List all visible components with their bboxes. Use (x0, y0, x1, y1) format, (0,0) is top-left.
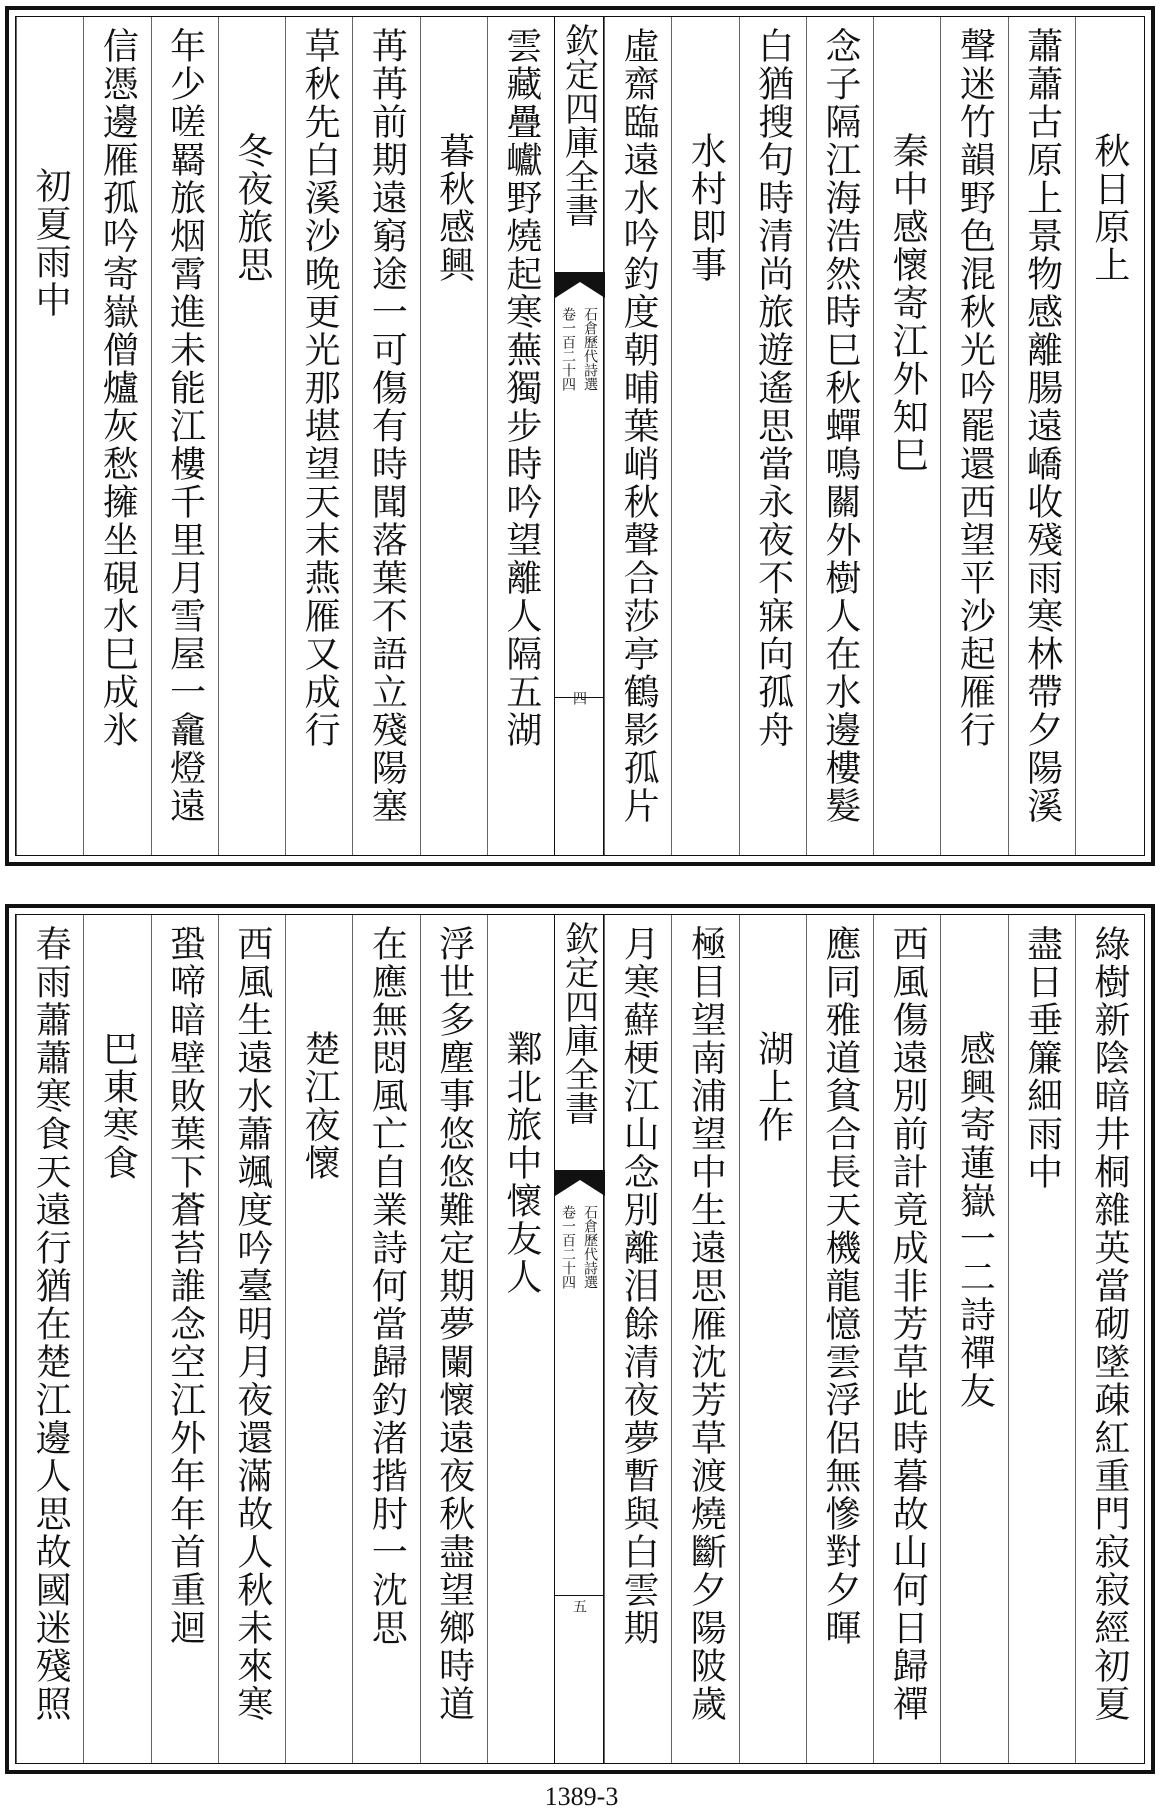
bottom-text-column (16, 915, 83, 1763)
poem-line: 極目望南浦望中生遠思雁沈芳草渡燒斷夕陽陂歲 (685, 925, 727, 1723)
leaf-page-number: 四 (571, 691, 587, 705)
edition-title: 欽定四庫全書 (558, 921, 599, 1125)
bottom-text-column (940, 915, 1007, 1763)
poem-line: 蕭蕭古原上景物感離腸遠嶠收殘雨寒林帶夕陽溪 (1021, 27, 1063, 825)
collection-meta (561, 1205, 597, 1289)
fish-tail-mark-icon (555, 272, 605, 298)
poem-title: 秋日原上 (1088, 132, 1130, 284)
poem-line: 西風生遠水蕭颯度吟臺明月夜還滿故人秋未來寒 (231, 925, 273, 1723)
poem-line: 草秋先白溪沙晚更光那堪望天末燕雁又成行 (299, 27, 341, 749)
edition-title: 欽定四庫全書 (558, 23, 599, 227)
poem-line: 虛齋臨遠水吟釣度朝晡葉峭秋聲合莎亭鶴影孤片 (618, 27, 660, 825)
poem-line: 浮世多塵事悠悠難定期夢闌懷遠夜秋盡望鄉時道 (433, 925, 475, 1723)
leaf-page-number: 五 (571, 1599, 587, 1613)
poem-line: 雲藏疊巘野燒起寒蕪獨步時吟望離人隔五湖 (500, 27, 542, 749)
poem-line: 聲迷竹韻野色混秋光吟罷還西望平沙起雁行 (954, 27, 996, 749)
poem-line: 綠樹新陰暗井桐雜英當砌墜疎紅重門寂寂經初夏 (1088, 925, 1130, 1723)
volume-number: 卷一百二十四 (560, 307, 576, 391)
top-text-column (420, 17, 487, 855)
top-text-column (285, 17, 352, 855)
bottom-center-fold (554, 915, 604, 1763)
collection-title: 石倉歷代詩選 (582, 307, 598, 391)
poem-title: 湖上作 (752, 1030, 794, 1144)
poem-line: 信憑邊雁孤吟寄嶽僧爐灰愁擁坐硯水巳成氷 (97, 27, 139, 749)
top-text-column (1008, 17, 1075, 855)
poem-title: 水村即事 (685, 132, 727, 284)
poem-title: 秦中感懷寄江外知巳 (887, 132, 929, 474)
bottom-text-column (671, 915, 738, 1763)
top-text-column (352, 17, 419, 855)
poem-title: 鄴北旅中懷友人 (500, 1030, 542, 1296)
poem-line: 年少嗟羇旅烟霄進未能江樓千里月雪屋一龕燈遠 (164, 27, 206, 825)
bottom-text-column (420, 915, 487, 1763)
poem-line: 春雨蕭蕭寒食天遠行猶在楚江邊人思故國迷殘照 (30, 925, 72, 1723)
top-text-column (940, 17, 1007, 855)
top-center-fold (554, 17, 604, 855)
top-text-column (604, 17, 671, 855)
top-text-column (739, 17, 806, 855)
bottom-page-frame (15, 914, 1145, 1764)
fish-tail-mark-icon (555, 1170, 605, 1196)
top-page (5, 6, 1155, 866)
poem-title: 暮秋感興 (433, 132, 475, 284)
top-text-column (671, 17, 738, 855)
poem-title: 初夏雨中 (30, 167, 72, 319)
poem-title: 感興寄蓮嶽一二詩禪友 (954, 1030, 996, 1410)
bottom-text-column (1075, 915, 1142, 1763)
poem-line: 念子隔江海浩然時巳秋蟬鳴關外樹人在水邊樓髮 (819, 27, 861, 825)
poem-line: 西風傷遠別前計竟成非芳草此時暮故山何日歸禪 (887, 925, 929, 1723)
poem-line: 苒苒前期遠窮途一可傷有時聞落葉不語立殘陽塞 (366, 27, 408, 825)
top-text-column (1075, 17, 1142, 855)
top-text-column (16, 17, 83, 855)
bottom-text-column (487, 915, 554, 1763)
poem-title: 楚江夜懷 (299, 1030, 341, 1182)
bottom-text-column (873, 915, 940, 1763)
bottom-text-column (218, 915, 285, 1763)
poem-line: 蛩啼暗壁敗葉下蒼苔誰念空江外年年首重迴 (164, 925, 206, 1647)
bottom-text-column (352, 915, 419, 1763)
poem-title: 冬夜旅思 (231, 132, 273, 284)
collection-title: 石倉歷代詩選 (582, 1205, 598, 1289)
page-footer-number: 1389-3 (544, 1782, 619, 1811)
poem-line: 應同雅道貧合長天機龍憶雲浮侶無慘對夕暉 (819, 925, 861, 1647)
bottom-text-column (151, 915, 218, 1763)
top-text-column (873, 17, 940, 855)
bottom-text-column (1008, 915, 1075, 1763)
poem-line: 在應無悶風亡自業詩何當歸釣渚揩肘一沈思 (366, 925, 408, 1647)
poem-line: 盡日垂簾細雨中 (1021, 925, 1063, 1191)
top-text-column (806, 17, 873, 855)
bottom-page (5, 904, 1155, 1774)
bottom-text-column (604, 915, 671, 1763)
top-text-column (487, 17, 554, 855)
poem-title: 巴東寒食 (97, 1030, 139, 1182)
bottom-text-column (739, 915, 806, 1763)
poem-line: 白猶搜句時清尚旅遊遙思當永夜不寐向孤舟 (752, 27, 794, 749)
bottom-text-column (806, 915, 873, 1763)
collection-meta (561, 307, 597, 391)
top-page-frame (15, 16, 1145, 856)
fold-rule (555, 1595, 603, 1596)
top-text-column (151, 17, 218, 855)
top-text-column (218, 17, 285, 855)
poem-line: 月寒蘚梗江山念別離泪餘清夜夢暫與白雲期 (618, 925, 660, 1647)
top-text-column (83, 17, 150, 855)
bottom-text-column (83, 915, 150, 1763)
volume-number: 卷一百二十四 (560, 1205, 576, 1289)
bottom-text-column (285, 915, 352, 1763)
